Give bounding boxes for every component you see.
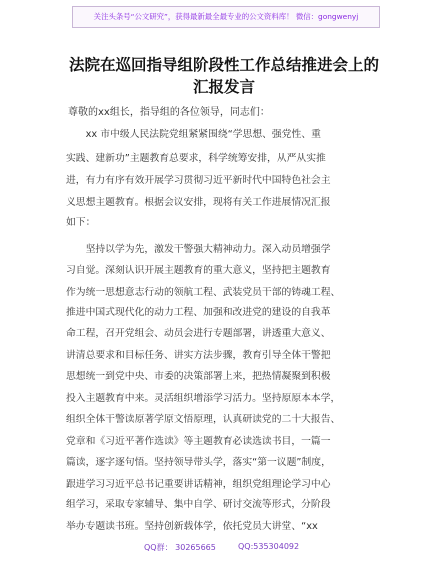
paragraph-line: 如下： (66, 217, 96, 228)
header-banner: 关注头条号“公文研究”，获得最新最全最专业的公文资料库！ 微信：gongwenyj (72, 6, 380, 28)
paragraph-line: 习自觉。深刻认识开展主题教育的重大意义，坚持把主题教育 (66, 265, 331, 276)
paragraph-line: 讲清总要求和目标任务、讲实方法步骤，教育引导全体干警把 (66, 350, 331, 361)
paragraph-line: 篇读，逐字逐句悟。坚持领导带头学，落实“第一议题”制度， (66, 457, 331, 468)
paragraph-line: 党章和《习近平著作选读》等主题教育必读选读书目，一篇一 (66, 436, 331, 447)
paragraph-line: 坚持以学为先，激发干警强大精神动力。深入动员增强学 (66, 244, 331, 255)
paragraph-line: 命工程，召开党组会、动员会进行专题部署，讲透重大意义、 (66, 328, 331, 339)
paragraph-line: 义思想主题教育。根据会议安排，现将有关工作进展情况汇报 (66, 197, 331, 208)
document-title: 法院在巡回指导组阶段性工作总结推进会上的 (68, 56, 379, 74)
document-title-line2: 汇报发言 (192, 78, 255, 96)
paragraph-line: 推进中国式现代化的动力工程、加强和改进党的建设的自我革 (66, 307, 331, 318)
paragraph-line: 作为统一思想意志行动的领航工程、武装党员干部的铸魂工程、 (66, 287, 341, 298)
paragraph-line: xx 市中级人民法院党组紧紧围绕“学思想、强党性、重 (66, 129, 321, 140)
paragraph-line: 实践、建新功”主题教育总要求，科学统筹安排，从严从实推 (66, 153, 326, 164)
paragraph-line: 组学习，采取专家辅导、集中自学、研讨交流等形式，分阶段 (66, 499, 331, 510)
greeting: 尊敬的xx组长，指导组的各位领导，同志们： (68, 107, 270, 118)
paragraph-line: 举办专题读书班。坚持创新载体学，依托党员大讲堂、“xx (66, 521, 318, 532)
paragraph-line: 思想统一到党中央、市委的决策部署上来，把热情凝聚到积极 (66, 371, 331, 382)
paragraph-line: 跟进学习习近平总书记重要讲话精神，组织党组理论学习中心 (66, 479, 331, 490)
paragraph-line: 投入主题教育中来。灵活组织增添学习活力。坚持原原本本学， (66, 393, 341, 404)
footer-qq: QQ:535304092 (238, 542, 300, 551)
paragraph-line: 进，有力有序有效开展学习贯彻习近平新时代中国特色社会主 (66, 175, 331, 186)
footer-qq-group: QQ群： 30265665 (144, 543, 216, 552)
paragraph-line: 组织全体干警读原著学原文悟原理，认真研读党的二十大报告、 (66, 414, 341, 425)
